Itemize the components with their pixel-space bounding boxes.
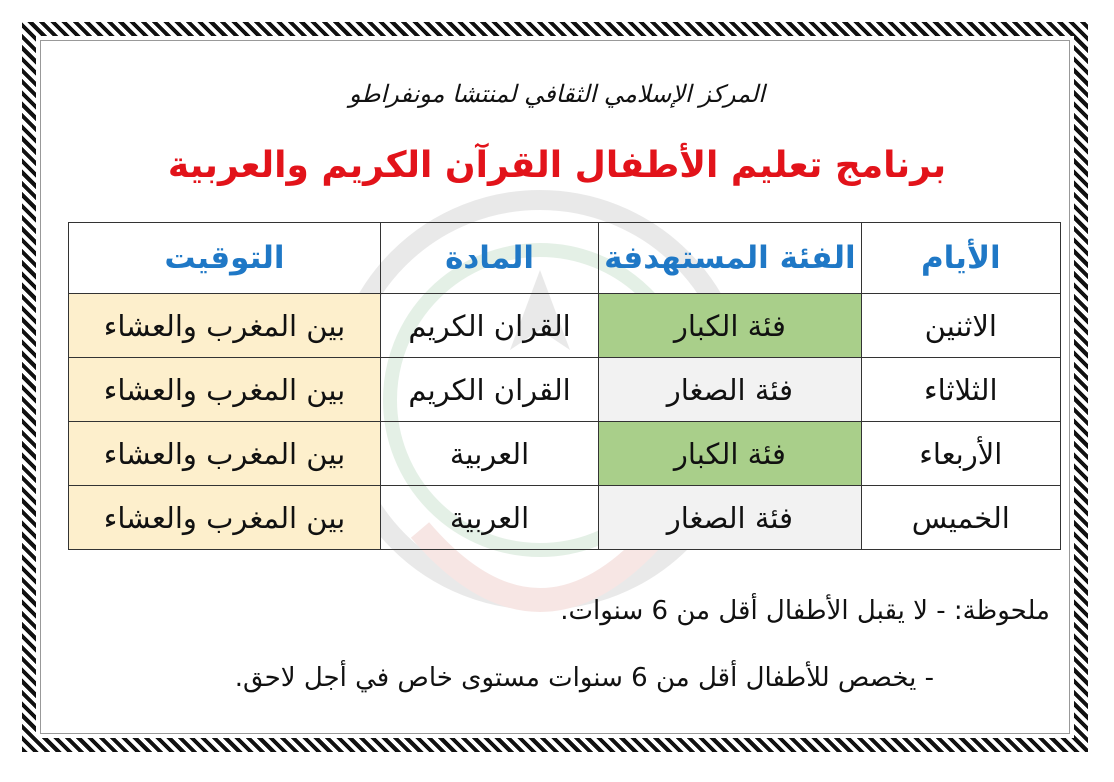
schedule-table [68,222,1061,550]
table-row [69,422,1061,486]
cell-day: الخميس [861,486,1060,550]
note-label: ملحوظة: [953,596,1050,626]
table-header-row [69,223,1061,294]
note-text-1: - لا يقبل الأطفال أقل من 6 سنوات. [560,596,946,626]
cell-day: الثلاثاء [861,358,1060,422]
cell-day: الأربعاء [861,422,1060,486]
table-row [69,294,1061,358]
page-title: برنامج تعليم الأطفال القرآن الكريم والعربية [167,145,947,186]
table-row [69,486,1061,550]
cell-group: فئة الصغار [599,486,861,550]
cell-timing: بين المغرب والعشاء [69,422,381,486]
cell-timing: بين المغرب والعشاء [69,358,381,422]
cell-timing: بين المغرب والعشاء [69,486,381,550]
cell-group: فئة الكبار [599,422,861,486]
cell-subject: القران الكريم [380,358,598,422]
note-first-line [560,596,1050,626]
cell-subject: العربية [380,486,598,550]
cell-subject: القران الكريم [380,294,598,358]
header-days: الأيام [861,223,1060,294]
note-text-2: - يخصص للأطفال أقل من 6 سنوات مستوى خاص في أجل لاحق. [234,663,934,693]
cell-timing: بين المغرب والعشاء [69,294,381,358]
cell-subject: العربية [380,422,598,486]
cell-group: فئة الكبار [599,294,861,358]
cell-group: فئة الصغار [599,358,861,422]
header-timing: التوقيت [69,223,381,294]
cell-day: الاثنين [861,294,1060,358]
table-row [69,358,1061,422]
header-group: الفئة المستهدفة [599,223,861,294]
header-subject: المادة [380,223,598,294]
organization-name: المركز الإسلامي الثقافي لمنتشا مونفراطو [349,80,765,108]
